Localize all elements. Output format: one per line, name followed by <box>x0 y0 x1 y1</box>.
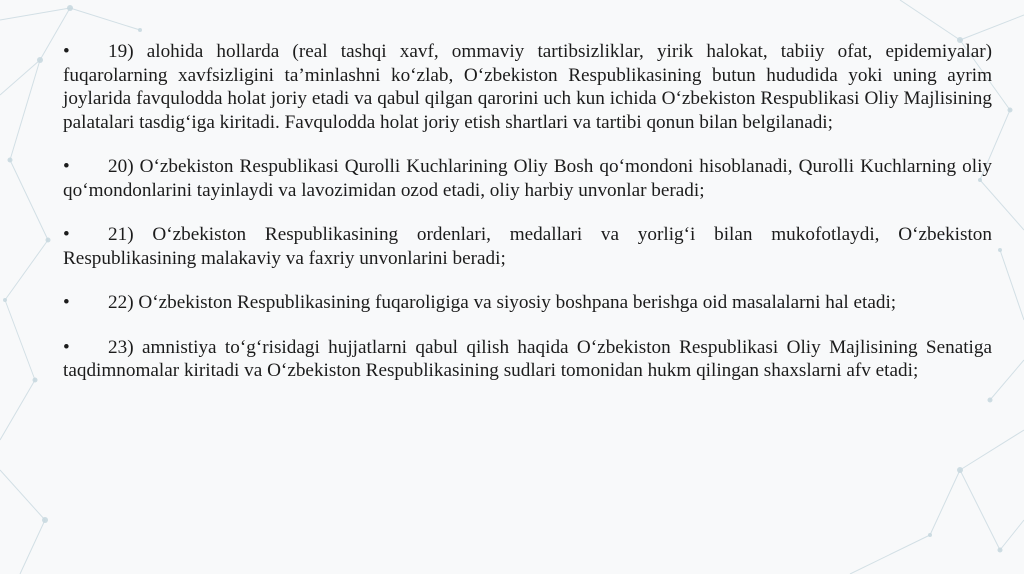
slide-text-body <box>63 40 992 404</box>
bullet-icon: • <box>63 336 70 358</box>
bullet-icon: • <box>63 224 70 245</box>
list-item-text: 23) amnistiya to‘g‘risidagi hujjatlarni qabul qilish haqida O‘zbekiston Respublikasi Oliy Majlisining Senatiga taqdimnomalar kiritadi va O‘zbekiston Respublikasining sudlari tomonidan hukm qilingan shaxslarni afv etadi; <box>63 336 992 381</box>
list-item-text: 22) O‘zbekiston Respublikasining fuqaroligiga va siyosiy boshpana berishga oid masalalarni hal etadi; <box>108 292 897 313</box>
list-item <box>63 336 992 383</box>
bullet-icon: • <box>63 156 70 177</box>
list-item-text: 19) alohida hollarda (real tashqi xavf, ommaviy tartibsizliklar, yirik halokat, tabiiy ofat, epidemiyalar) fuqarolarning xavfsizligini ta’minlashni ko‘zlab, O‘zbekiston Respublikasining butun hududida yoki uning ayrim joylarida favqulodda holat joriy etadi va qabul qilgan qarorini uch kun ichida O‘zbekiston Respublikasi Oliy Majlisining palatalari tasdig‘iga kiritadi. Favqulodda holat joriy etish shartlari va tartibi qonun bilan belgilanadi; <box>63 41 992 133</box>
list-item <box>63 40 992 134</box>
list-item-text: 21) O‘zbekiston Respublikasining ordenlari, medallari va yorlig‘i bilan mukofotlaydi, O‘zbekiston Respublikasining malakaviy va faxriy unvonlarini beradi; <box>63 224 992 269</box>
list-item <box>63 155 992 202</box>
list-item <box>63 223 992 270</box>
list-item-text: 20) O‘zbekiston Respublikasi Qurolli Kuchlarining Oliy Bosh qo‘mondoni hisoblanadi, Qurolli Kuchlarning oliy qo‘mondonlarini tayinlaydi va lavozimidan ozod etadi, oliy harbiy unvonlar beradi; <box>63 156 992 201</box>
bullet-icon: • <box>63 292 70 313</box>
list-item <box>63 291 992 315</box>
bullet-icon: • <box>63 41 70 62</box>
